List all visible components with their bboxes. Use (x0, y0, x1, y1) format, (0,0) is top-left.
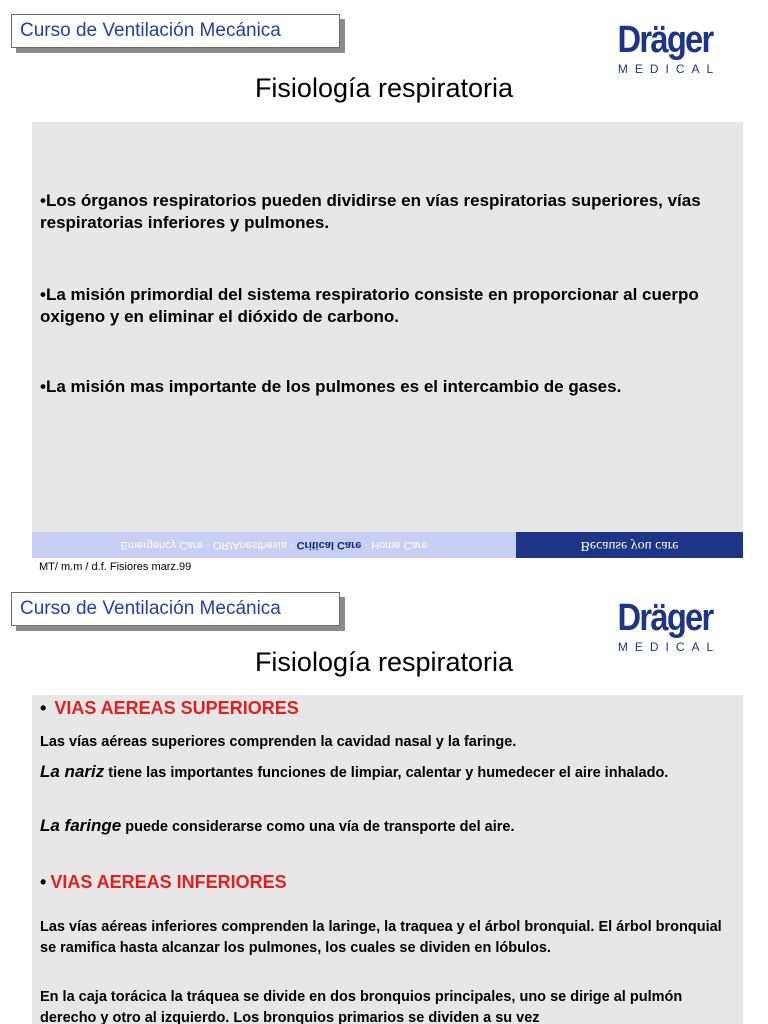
paragraph: Las vías aéreas inferiores comprenden la laringe, la traquea y el árbol bronquial. El árbol bronquial se ramifica hasta alcanzar los pulmones, los cuales se dividen en lóbulos. (40, 919, 722, 956)
banner-text: · Home Care (361, 539, 428, 551)
content-panel (32, 695, 743, 1024)
footer-note: MT/ m.m / d.f. Fisiores marz.99 (39, 561, 192, 573)
drager-logo (600, 598, 730, 654)
paragraph: Las vías aéreas superiores comprenden la cavidad nasal y la faringe. (40, 734, 517, 750)
heading-text: VIAS AEREAS SUPERIORES (54, 698, 299, 718)
course-title-box: Curso de Ventilación Mecánica (11, 14, 340, 48)
paragraph-text: tiene las importantes funciones de limpiar, calentar y humedecer el aire inhalado. (104, 765, 669, 781)
banner-care-areas (32, 532, 516, 558)
bullet-point: •La misión primordial del sistema respiratorio consiste en proporcionar al cuerpo oxigeno y en eliminar el dióxido de carbono. (40, 285, 699, 326)
logo-subtitle: MEDICAL (617, 62, 721, 76)
bullet-point: •Los órganos respiratorios pueden dividirse en vías respiratorias superiores, vías respiratorias inferiores y pulmones. (40, 191, 701, 232)
slide-2 (0, 585, 768, 1024)
bullet-dot: • (40, 872, 47, 892)
banner-text: Emergency Care · OR/Anesthesia · (120, 539, 297, 551)
banner-slogan: Because you care (516, 532, 743, 558)
bullet-dot: • (40, 698, 47, 718)
paragraph (40, 761, 740, 784)
bullet-point: •La misión mas importante de los pulmones es el intercambio de gases. (40, 377, 622, 396)
term-nariz: La nariz (40, 762, 105, 781)
paragraph (40, 815, 740, 838)
term-faringe: La faringe (40, 816, 122, 835)
logo-wordmark: Dräger (617, 597, 713, 639)
slide-title: Fisiología respiratoria (254, 73, 514, 103)
footer-banner (32, 532, 743, 558)
drager-logo (600, 20, 730, 76)
logo-wordmark: Dräger (617, 19, 713, 61)
paragraph: En la caja torácica la tráquea se divide en dos bronquios principales, uno se dirige al pulmón derecho y otro al izquierdo. Los bronquios primarios se dividen a su vez (40, 989, 683, 1024)
content-panel (32, 122, 743, 532)
banner-highlight: Critical Care (296, 539, 362, 551)
slide-title: Fisiología respiratoria (254, 647, 514, 677)
course-title-box: Curso de Ventilación Mecánica (11, 592, 340, 626)
logo-subtitle: MEDICAL (617, 640, 721, 654)
paragraph-text: puede considerarse como una vía de transporte del aire. (121, 819, 515, 835)
heading-text: VIAS AEREAS INFERIORES (50, 872, 287, 892)
section-heading-upper (40, 698, 299, 719)
section-heading-lower (40, 872, 287, 893)
